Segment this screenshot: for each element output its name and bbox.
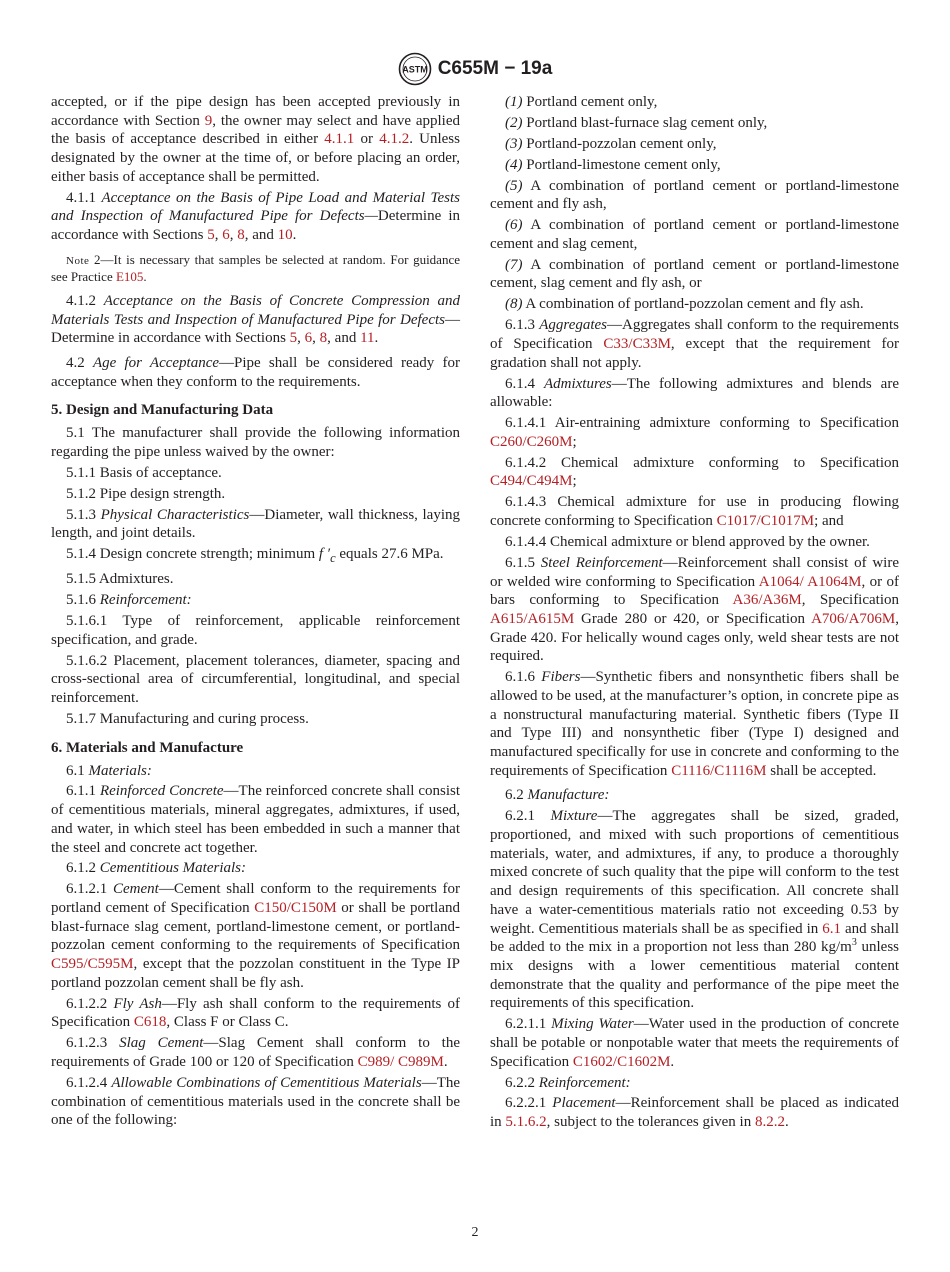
- paragraph-4-1-1: 4.1.1 Acceptance on the Basis of Pipe Load and Material Tests and Inspection of Manufactured Pipe for Defects—Determine in accordance with Sections 5, 6, 8, and 10.: [51, 189, 461, 244]
- link-4-1-1[interactable]: 4.1.1: [324, 131, 355, 148]
- link-section-6[interactable]: 6: [222, 227, 230, 244]
- link-section-5[interactable]: 5: [207, 227, 215, 244]
- paragraph-6-1-3: 6.1.3 Aggregates—Aggregates shall conform to the requirements of Specification C33/C33M, except that the requirement for gradation shall not apply.: [490, 317, 899, 371]
- paragraph-5-1-4: 5.1.4 Design concrete strength; minimum f $'_c$ equals 27.6 MPa.: [66, 546, 444, 566]
- link-6-1[interactable]: 6.1: [822, 920, 842, 937]
- link-8-2-2[interactable]: 8.2.2: [754, 1114, 785, 1131]
- combination-item: (1) Portland cement only,: [505, 94, 658, 110]
- combination-item: (8) A combination of portland-pozzolan cement and fly ash.: [505, 296, 864, 313]
- combination-item: (5) A combination of portland cement or portland-limestone cement and fly ash,: [490, 177, 899, 213]
- link-a1064[interactable]: A1064/ A1064M: [758, 573, 862, 590]
- paragraph-6-1-2-4: 6.1.2.4 Allowable Combinations of Cementitious Materials—The combination of cementitious materials used in the concrete shall be one of the following:: [51, 1074, 461, 1129]
- paragraph-5-1-5: 5.1.5 Admixtures.: [66, 571, 174, 588]
- link-a36[interactable]: A36/A36M: [732, 592, 802, 609]
- paragraph-6-1-2: 6.1.2 Cementitious Materials:: [66, 860, 246, 877]
- link-c33[interactable]: C33/C33M: [603, 335, 671, 352]
- right-column: [490, 93, 899, 1134]
- link-c494[interactable]: C494/C494M: [490, 473, 573, 490]
- page-number: 2: [471, 1225, 479, 1240]
- link-a615[interactable]: A615/A615M: [490, 610, 575, 627]
- paragraph-6-2-2-1: 6.2.2.1 Placement—Reinforcement shall be placed as indicated in 5.1.6.2, subject to the tolerances given in 8.2.2.: [490, 1095, 900, 1131]
- link-c1116[interactable]: C1116/C1116M: [671, 762, 767, 779]
- left-column: [51, 93, 460, 1132]
- paragraph-4-1-2: 4.1.2 Acceptance on the Basis of Concrete Compression and Materials Tests and Inspection of Manufactured Pipe for Defects—Determine in accordance with Sections 5, 6, 8, and 11.: [51, 292, 460, 347]
- link-section-5[interactable]: 5: [289, 330, 298, 347]
- paragraph-6-1-2-3: 6.1.2.3 Slag Cement—Slag Cement shall conform to the requirements of Grade 100 or 120 of Specification C989/ C989M.: [51, 1035, 460, 1071]
- paragraph-5-1-6-2: 5.1.6.2 Placement, placement tolerances, diameter, spacing and cross-sectional area of circumferential, longitudinal, and special reinforcement.: [51, 652, 460, 706]
- paragraph-continued: accepted, or if the pipe design has been accepted previously in accordance with Section 9, the owner may select and have applied the basis of acceptance described in either 4.1.1 or 4.1.2. Unless designated by the owner at the time of, or before placing an order, either basis of acceptance shall be permitted.: [51, 94, 461, 185]
- paragraph-5-1-6: 5.1.6 Reinforcement:: [66, 592, 192, 609]
- combination-item: (4) Portland-limestone cement only,: [505, 156, 721, 173]
- link-c595[interactable]: C595/C595M: [51, 956, 134, 973]
- paragraph-5-1-6-1: 5.1.6.1 Type of reinforcement, applicable reinforcement specification, and grade.: [51, 612, 460, 648]
- link-c618[interactable]: C618: [133, 1014, 167, 1031]
- link-section-10[interactable]: 10: [277, 227, 293, 244]
- paragraph-6-2-2: 6.2.2 Reinforcement:: [505, 1074, 631, 1091]
- paragraph-6-1-4-4: 6.1.4.4 Chemical admixture or blend approved by the owner.: [505, 533, 870, 550]
- paragraph-5-1-2: 5.1.2 Pipe design strength.: [66, 485, 226, 502]
- paragraph-6-1-5: 6.1.5 Steel Reinforcement—Reinforcement shall consist of wire or welded wire conforming to Specification A1064/ A1064M, or of bars conforming to Specification A36/A36M, Specification A615/A615M Grade 280 or 420, or Specification A706/A706M, Grade 420. For helically wound cages only, weld shear tests are not required.: [490, 554, 900, 665]
- section-heading-6: 6. Materials and Manufacture: [51, 739, 244, 756]
- link-c1602[interactable]: C1602/C1602M: [572, 1053, 671, 1070]
- paragraph-6-1-1: 6.1.1 Reinforced Concrete—The reinforced concrete shall consist of cementitious materials, mineral aggregates, admixtures, if used, and water, in which steel has been embedded in such a manner that the steel and concrete act together.: [51, 783, 460, 856]
- paragraph-6-2-1: 6.2.1 Mixture—The aggregates shall be sized, graded, proportioned, and mixed with such proportions of cementitious materials, water, and admixtures, if any, to produce a thoroughly mixed concrete of such quality that the pipe will conform to the test and design requirements of this specification. All concrete shall have a water-cementitious materials ratio not exceeding 0.53 by weight. Cementitious materials shall be as specified in 6.1 and shall be added to the mix in a proportion not less than 280 $kg/m^3$ unless mix designs with a lower cementitious material content demonstrate that the quality and performance of the pipe meet the requirements of this specification.: [490, 808, 899, 1012]
- link-section-6[interactable]: 6: [304, 330, 313, 347]
- link-5-1-6-2[interactable]: 5.1.6.2: [505, 1114, 547, 1131]
- paragraph-6-1-4-3: 6.1.4.3 Chemical admixture for use in producing flowing concrete conforming to Specification C1017/C1017M; and: [490, 494, 899, 530]
- combination-item: (3) Portland-pozzolan cement only,: [505, 135, 717, 152]
- logo-text: ASTM: [401, 64, 428, 75]
- paragraph-6-1-4: 6.1.4 Admixtures—The following admixtures and blends are allowable:: [490, 375, 899, 411]
- document-designation: C655M − 19a: [437, 58, 553, 79]
- paragraph-5-1-3: 5.1.3 Physical Characteristics—Diameter, wall thickness, laying length, and joint details.: [51, 506, 460, 542]
- combination-item: (2) Portland blast-furnace slag cement only,: [505, 114, 768, 131]
- paragraph-6-1-6: 6.1.6 Fibers—Synthetic fibers and nonsynthetic fibers shall be allowed to be used, at the manufacturer’s option, in concrete pipe as a nonstructural manufacturing material. Synthetic fibers (Type II and Type III) and nonsynthetic fiber (Type I) designed and manufactured specifically for use in concrete and conforming to the requirements of Specification C1116/C1116M shall be accepted.: [490, 669, 899, 779]
- paragraph-6-1-4-1: 6.1.4.1 Air-entraining admixture conforming to Specification C260/C260M;: [490, 415, 899, 450]
- page-header: [0, 52, 950, 86]
- link-c150[interactable]: C150/C150M: [254, 900, 337, 917]
- note-2: Note 2—It is necessary that samples be selected at random. For guidance see Practice E105.: [51, 251, 460, 285]
- paragraph-6-2-1-1: 6.2.1.1 Mixing Water—Water used in the production of concrete shall be potable or nonpotable water that meets the requirements of Specification C1602/C1602M.: [490, 1016, 900, 1070]
- link-section-8[interactable]: 8: [319, 330, 328, 347]
- link-4-1-2[interactable]: 4.1.2: [379, 131, 410, 148]
- paragraph-5-1: 5.1 The manufacturer shall provide the following information regarding the pipe unless waived by the owner:: [51, 425, 460, 461]
- paragraph-6-1-2-1: 6.1.2.1 Cement—Cement shall conform to the requirements for portland cement of Specification C150/C150M or shall be portland blast-furnace slag cement, portland-limestone cement, or portland-pozzolan cement conforming to the requirements of Specification C595/C595M, except that the pozzolan constituent in the Type IP portland pozzolan cement shall be fly ash.: [51, 881, 460, 991]
- link-c989[interactable]: C989/ C989M: [357, 1054, 444, 1071]
- paragraph-5-1-1: 5.1.1 Basis of acceptance.: [66, 464, 222, 481]
- link-e105[interactable]: E105: [115, 269, 144, 285]
- astm-logo-icon: [398, 52, 432, 86]
- link-section-11[interactable]: 11: [360, 330, 375, 347]
- link-c1017[interactable]: C1017/C1017M: [716, 513, 815, 530]
- link-c260[interactable]: C260/C260M: [490, 433, 573, 450]
- paragraph-6-1-4-2: 6.1.4.2 Chemical admixture conforming to Specification C494/C494M;: [490, 454, 899, 490]
- paragraph-6-1-2-2: 6.1.2.2 Fly Ash—Fly ash shall conform to the requirements of Specification C618, Class F or Class C.: [51, 995, 461, 1031]
- paragraph-6-1: 6.1 Materials:: [66, 762, 152, 779]
- paragraph-4-2: 4.2 Age for Acceptance—Pipe shall be considered ready for acceptance when they conform to the requirements.: [51, 354, 460, 390]
- link-a706[interactable]: A706/A706M: [811, 610, 896, 627]
- paragraph-6-2: 6.2 Manufacture:: [505, 787, 610, 804]
- link-section-8[interactable]: 8: [237, 227, 245, 244]
- combination-item: (7) A combination of portland cement or portland-limestone cement, slag cement and fly ash, or: [490, 256, 899, 292]
- section-heading-5: 5. Design and Manufacturing Data: [51, 402, 274, 419]
- paragraph-5-1-7: 5.1.7 Manufacturing and curing process.: [66, 710, 309, 727]
- link-section-9[interactable]: 9: [204, 112, 213, 129]
- combination-item: (6) A combination of portland cement or portland-limestone cement and slag cement,: [490, 217, 899, 252]
